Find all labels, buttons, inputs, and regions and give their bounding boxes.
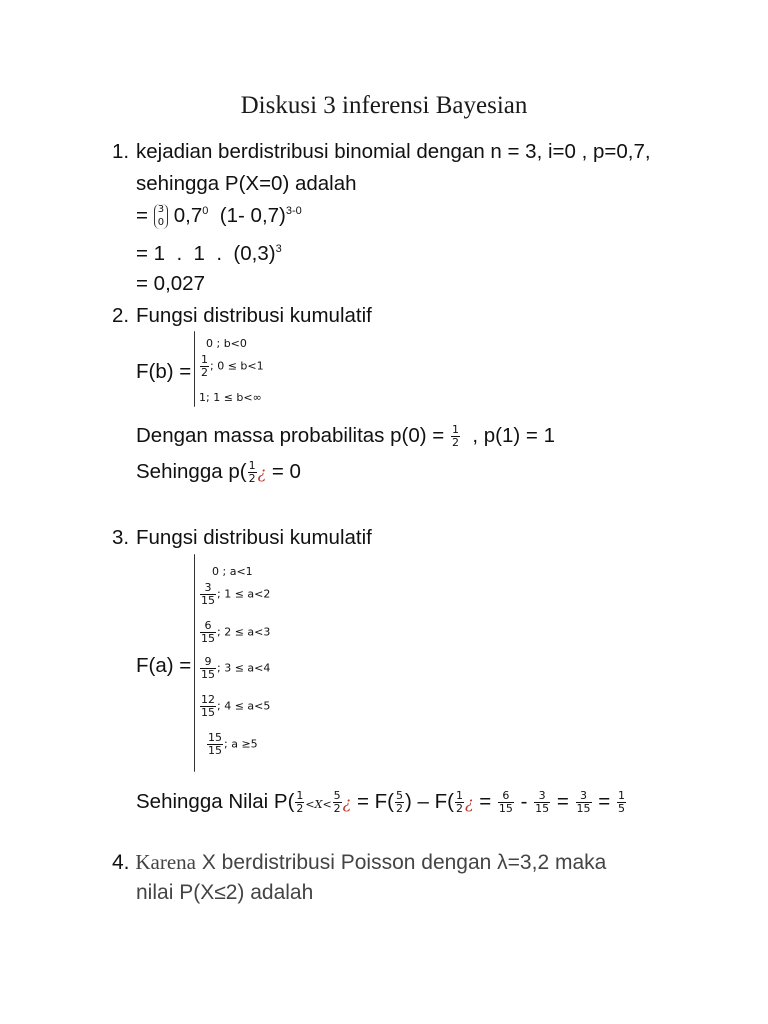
q3-nilai-frac4 <box>455 790 464 815</box>
q3-nilai-eq2: = <box>479 790 492 814</box>
q2-heading: Fungsi distribusi kumulatif <box>136 304 372 327</box>
q1-eq1-base: 0,7 <box>173 203 203 227</box>
q3-nilai-frac2-num: 5 <box>333 789 341 802</box>
q3-fa-label: F(a) = <box>136 654 192 677</box>
q3-case-3-num: 6 <box>200 620 216 633</box>
q2-massa-line <box>136 424 555 449</box>
q2-sehingga-den: 2 <box>248 472 256 486</box>
q3-nilai-frac3-den: 2 <box>395 802 403 816</box>
q3-case-2-num: 3 <box>200 582 216 595</box>
q1-eq1-exp: 0 <box>202 205 209 218</box>
q3-nilai-dash: - <box>520 790 528 814</box>
q3-nilai-frac7-num: 3 <box>576 790 592 803</box>
q2-sehingga-glyph: ¿ <box>257 463 267 483</box>
q1-equation3: = 0,027 <box>136 272 205 295</box>
q2-sehingga-num: 1 <box>248 459 256 472</box>
q3-nilai-frac4-den: 2 <box>455 802 463 816</box>
q3-case-5-text: ; 4 ≤ a<5 <box>217 699 271 713</box>
q1-equation1 <box>136 204 302 229</box>
binom-top: 3 <box>157 204 165 215</box>
q3-case-4-text: ; 3 ≤ a<4 <box>217 661 271 675</box>
q3-nilai-frac2-den: 2 <box>333 802 341 816</box>
q3-case-5-num: 12 <box>201 693 215 706</box>
q3-case-5 <box>199 694 270 719</box>
q4-line1-text: X berdistribusi Poisson dengan λ=3,2 maka <box>201 851 607 874</box>
q1-eq1-mid: (1- 0,7) <box>219 203 286 227</box>
q3-case-6-num: 15 <box>208 731 222 744</box>
q3-heading: Fungsi distribusi kumulatif <box>136 526 372 549</box>
q3-case-6-den: 15 <box>208 744 222 758</box>
q4-line2: nilai P(X≤2) adalah <box>136 881 314 904</box>
q3-case-2 <box>199 582 270 607</box>
q4-line1 <box>112 852 606 873</box>
q2-case-3-text: 1; 1 ≤ b<∞ <box>199 391 262 404</box>
q2-case-2-num: 1 <box>201 353 208 366</box>
q2-case-1 <box>206 338 247 349</box>
q3-case-6-fraction <box>207 732 223 757</box>
q2-case-2-fraction <box>200 354 209 379</box>
q3-case-4-fraction <box>200 656 216 681</box>
q3-nilai-frac2 <box>333 790 342 815</box>
q3-piecewise-brace <box>194 554 195 772</box>
q3-case-2-den: 15 <box>201 594 215 608</box>
q3-nilai-frac7-den: 15 <box>576 802 591 816</box>
q3-nilai-eq4: = <box>598 790 611 814</box>
q3-case-1 <box>212 566 253 577</box>
q2-case-2 <box>199 354 264 379</box>
q2-massa-fraction <box>451 424 460 449</box>
q2-case-3 <box>199 392 262 403</box>
q3-nilai-minus: ) – F( <box>404 790 454 814</box>
q3-nilai-frac6 <box>534 790 550 815</box>
q3-nilai-eq: = F( <box>356 790 394 814</box>
q3-nilai-glyph1: ¿ <box>342 793 352 813</box>
q3-nilai-frac8 <box>617 790 626 815</box>
q3-nilai-frac8-num: 1 <box>617 789 625 802</box>
q2-massa-tail: , p(1) = 1 <box>472 424 555 448</box>
q3-case-2-text: ; 1 ≤ a<2 <box>217 587 271 601</box>
q3-nilai-frac6-den: 15 <box>535 802 550 816</box>
q2-massa-num: 1 <box>451 423 459 436</box>
q2-number: 2. <box>112 304 130 327</box>
q1-number: 1. <box>112 140 130 163</box>
page-title: Diskusi 3 inferensi Bayesian <box>240 92 528 119</box>
q2-massa-den: 2 <box>451 436 459 450</box>
q2-case-1-text: 0 ; b<0 <box>206 337 247 350</box>
q3-case-3-den: 15 <box>201 632 215 646</box>
q1-eq1-prefix: = <box>136 203 148 227</box>
q2-case-2-text: ; 0 ≤ b<1 <box>210 359 264 373</box>
q2-sehingga-tail: = 0 <box>271 460 301 484</box>
q1-eq1-exp2: 3-0 <box>285 205 302 218</box>
q1-eq2-text: = 1 . 1 . (0,3) <box>136 242 276 265</box>
binom-bottom: 0 <box>157 216 165 228</box>
q3-nilai-frac3 <box>395 790 404 815</box>
q3-nilai-frac7 <box>576 790 592 815</box>
q1-eq2-exp: 3 <box>275 243 282 256</box>
q3-case-3-fraction <box>200 620 216 645</box>
q1-line1: kejadian berdistribusi binomial dengan n = 3, i=0 , p=0,7, <box>136 140 651 163</box>
q4-karena: Karena <box>135 850 196 874</box>
q3-case-4-num: 9 <box>200 656 216 669</box>
q2-sehingga-fraction <box>248 460 257 485</box>
q1-equation2 <box>136 244 282 265</box>
q2-massa-text: Dengan massa probabilitas p(0) = <box>136 424 445 448</box>
q3-case-6 <box>206 732 258 757</box>
q3-nilai-frac8-den: 5 <box>617 802 625 816</box>
q3-case-5-den: 15 <box>201 706 215 720</box>
q3-case-3-text: ; 2 ≤ a<3 <box>217 625 271 639</box>
q3-nilai-frac1-num: 1 <box>296 789 304 802</box>
q3-case-5-fraction <box>200 694 216 719</box>
q3-nilai-frac3-num: 5 <box>395 789 403 802</box>
q3-case-3 <box>199 620 270 645</box>
q3-case-1-text: 0 ; a<1 <box>212 565 253 578</box>
q3-case-4-den: 15 <box>201 668 215 682</box>
q2-fb-label: F(b) = <box>136 360 192 383</box>
q3-case-4 <box>199 656 270 681</box>
q2-piecewise-brace <box>194 331 195 407</box>
q3-nilai-lt: <X< <box>305 798 332 812</box>
q3-nilai-frac1-den: 2 <box>296 802 304 816</box>
q2-case-2-den: 2 <box>201 366 208 380</box>
q3-nilai-frac5-num: 6 <box>498 790 514 803</box>
q3-nilai-frac5 <box>498 790 514 815</box>
q3-nilai-frac5-den: 15 <box>498 802 513 816</box>
q3-nilai-frac1 <box>295 790 304 815</box>
q4-number: 4. <box>112 851 130 874</box>
binomial-coefficient <box>154 204 168 229</box>
q3-case-6-text: ; a ≥5 <box>224 737 258 751</box>
q3-case-2-fraction <box>200 582 216 607</box>
q3-nilai-prefix: Sehingga Nilai P( <box>136 790 295 814</box>
q2-sehingga-prefix: Sehingga p( <box>136 460 247 484</box>
q2-sehingga-line <box>136 460 301 485</box>
q3-number: 3. <box>112 526 130 549</box>
q3-nilai-glyph2: ¿ <box>464 793 474 813</box>
q1-line2: sehingga P(X=0) adalah <box>136 172 357 195</box>
q3-nilai-frac4-num: 1 <box>455 789 463 802</box>
q3-nilai-eq3: = <box>556 790 569 814</box>
q3-nilai-line <box>136 790 627 815</box>
q3-nilai-frac6-num: 3 <box>534 790 550 803</box>
